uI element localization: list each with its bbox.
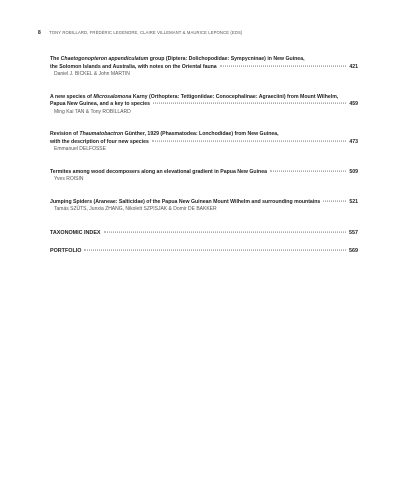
dot-leader: [323, 200, 346, 201]
title-text: Jumping Spiders (Araneae: Salticidae) of the Papua New Guinean Mount Wilhelm and surrounding mountains: [50, 198, 321, 205]
author-given-name: Nikolett: [125, 206, 143, 213]
author-surname: BICKEL: [74, 71, 93, 78]
toc-entry-title-line: [50, 94, 358, 102]
author-surname: MARTIN: [110, 71, 130, 78]
toc-entry-title: [50, 56, 305, 64]
toc-entry-title: [50, 64, 217, 72]
author-surname: DE BAKKER: [187, 206, 217, 213]
toc-entry-authors: [54, 176, 358, 183]
author-given-name: John: [98, 71, 110, 78]
toc-entry[interactable]: [50, 131, 358, 154]
author-surname: SZŰTS: [70, 206, 87, 213]
toc-page-number: 557: [349, 229, 358, 236]
toc-entry-authors: [54, 146, 358, 153]
toc-entry[interactable]: [50, 56, 358, 79]
toc-section-portfolio[interactable]: [50, 247, 358, 255]
author-given-name: Daniel J.: [54, 71, 74, 78]
author-surname: ROBILLARD: [102, 108, 131, 115]
title-text: with the description of four new species: [50, 138, 149, 145]
title-text: Günther, 1929 (Phasmatodea: Lonchodidae) from New Guinea,: [123, 131, 279, 138]
toc-entry-title-line: [50, 56, 358, 64]
toc-entry-authors: Daniel J. BICKEL & John MARTIN: [54, 71, 130, 78]
title-text: The: [50, 56, 61, 62]
author-surname: TAN: [74, 108, 85, 115]
title-text: A new species of: [50, 93, 94, 100]
toc-entry-authors: Ming Kai TAN & Tony ROBILLARD: [54, 108, 131, 115]
toc-entry-title-line: [50, 139, 358, 147]
title-italic-taxon: Chaetogonopteron appendiculatum: [60, 56, 149, 62]
title-italic-taxon: Microsalomona: [93, 93, 132, 100]
toc-page-number: 473: [349, 138, 358, 145]
author-given-name: Junxia: [89, 206, 104, 213]
title-italic-taxon: Thaumatobactron: [79, 131, 124, 138]
toc-section-label: PORTFOLIO: [50, 247, 82, 254]
toc-page-number: 421: [349, 63, 358, 70]
dot-leader: [153, 103, 346, 104]
toc-page-number: 521: [349, 198, 358, 205]
toc-entry-title-line: [50, 64, 358, 72]
toc-section-taxonomic-index[interactable]: [50, 229, 358, 237]
author-surname: SZPISJAK: [143, 206, 168, 213]
title-text: Revision of: [50, 131, 80, 138]
dot-leader: [270, 170, 346, 171]
author-given-name: Tamás: [54, 206, 69, 213]
title-text: Papua New Guinea, and a key to species: [50, 101, 151, 108]
author-surname: DELFOSSE: [79, 146, 106, 153]
title-text: group (Diptera: Dolichopodidae: Sympycninae) in New Guinea,: [148, 56, 305, 62]
dot-leader: [152, 140, 346, 141]
toc-entry-title: [50, 101, 150, 109]
page-number: 8: [38, 30, 41, 36]
toc-entry-title: [50, 94, 338, 102]
toc-section-label: TAXONOMIC INDEX: [50, 229, 101, 236]
toc-entry[interactable]: [50, 199, 358, 214]
author-given-name: Emmanuel: [54, 146, 78, 153]
dot-leader: [104, 231, 346, 232]
toc-entry-title: [50, 169, 267, 177]
toc-entry-title: [50, 131, 279, 139]
author-given-name: Domir: [173, 206, 187, 213]
author-surname: ROISIN: [66, 176, 84, 183]
title-text: Karny (Orthoptera: Tettigoniidae: Conocephalinae: Agraeciini) from Mount Wilhelm,: [131, 93, 339, 100]
toc-entry-authors: Tamás SZŰTS, Junxia ZHANG, Nikolett SZPISJAK & Domir DE BAKKER: [54, 206, 217, 213]
toc-entry-title-line: [50, 169, 358, 177]
toc-entry-title-line: [50, 131, 358, 139]
dot-leader: [84, 249, 346, 250]
author-surname: ZHANG: [105, 206, 123, 213]
author-given-name: Ming Kai: [54, 108, 74, 115]
title-text: Termites among wood decomposers along an elevational gradient in Papua New Guinea: [50, 168, 267, 175]
toc-entry[interactable]: [50, 169, 358, 184]
running-head-editors: TONY ROBILLARD, FRÉDÉRIC LEGENDRE, CLAIRE VILLEMANT & MAURICE LEPONCE (EDS): [49, 30, 243, 35]
toc-page-number: 569: [349, 247, 358, 254]
toc-entry[interactable]: [50, 94, 358, 117]
table-of-contents: [50, 56, 358, 265]
toc-page-number: 459: [349, 101, 358, 108]
toc-entry-title-line: [50, 101, 358, 109]
toc-entry-title: [50, 139, 149, 147]
author-given-name: Yves: [54, 176, 65, 183]
running-head: [38, 30, 358, 40]
dot-leader: [220, 65, 347, 66]
title-text: the Solomon Islands and Australia, with notes on the Oriental fauna: [50, 63, 217, 70]
author-given-name: Tony: [90, 108, 101, 115]
toc-page-number: 509: [349, 168, 358, 175]
